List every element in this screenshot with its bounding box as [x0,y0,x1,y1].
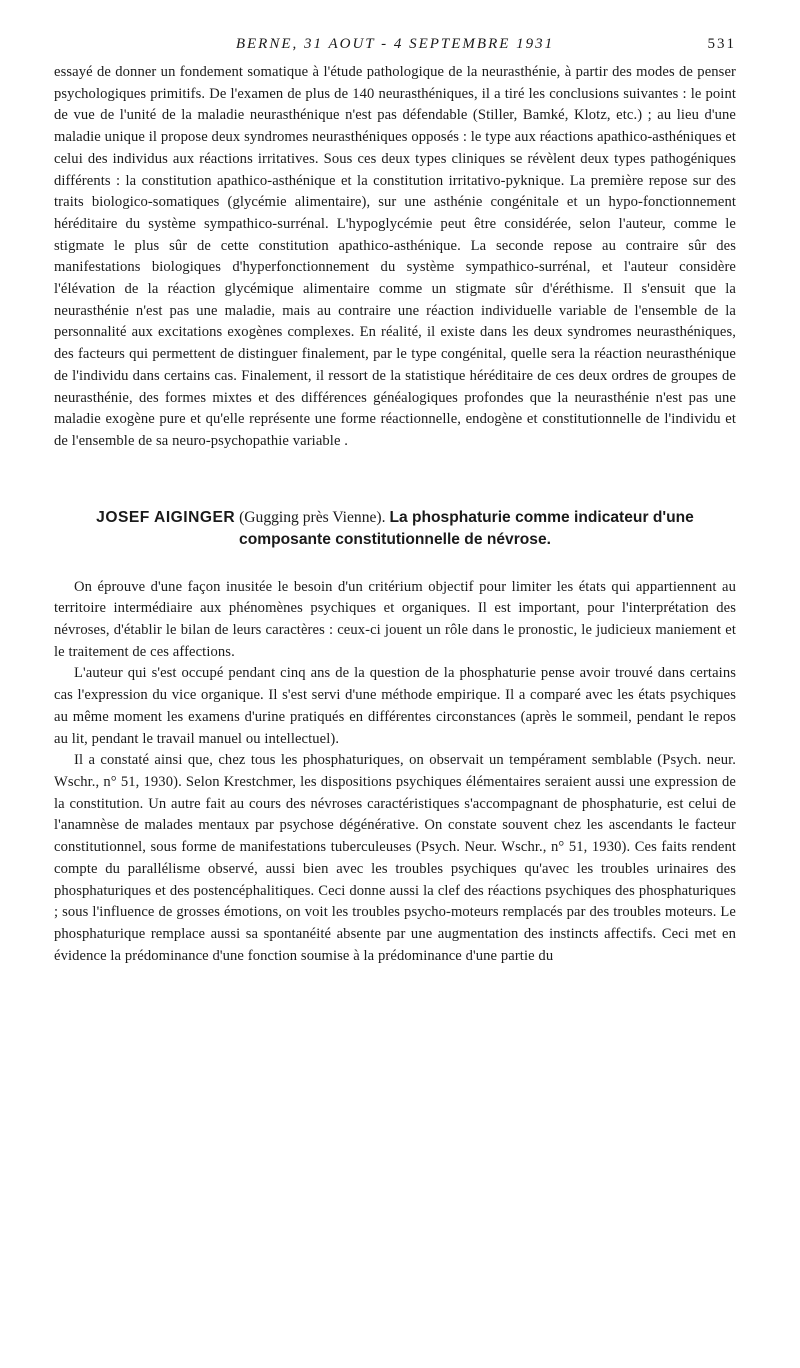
running-head [54,36,736,62]
article-paragraph: Il a constaté ainsi que, chez tous les phosphaturiques, on observait un tempérament semblable (Psych. neur. Wschr., n° 51, 1930). Selon Krestchmer, les dispositions psychiques élémentaires seraient aussi une expression de la constitution. Un autre fait au cours des névroses caractéristiques s'accompagnant de phosphaturie, est celui de l'anamnèse de malades mentaux par psychose dégénérative. On constate souvent chez les ascendants le facteur constitutionnel, sous forme de manifestations tuberculeuses (Psych. Neur. Wschr., n° 51, 1930). Ces faits rendent compte du parallélisme observé, aussi bien avec les troubles psychiques qu'avec les troubles urinaires des phosphaturiques et des postencéphalitiques. Ceci donne aussi la clef des réactions psychiques des phosphaturiques ; sous l'influence de grosses émotions, on voit les troubles psycho-moteurs remplacés par des troubles moteurs. Le phosphaturique remplace aussi sa spontanéité absente par une augmentation des instincts affectifs. Ceci met en évidence la prédominance d'une fonction soumise à la prédominance d'une partie du [54,752,736,964]
first-article-continuation: essayé de donner un fondement somatique à l'étude pathologique de la neurasthénie, à partir des modes de penser psychologiques primitifs. De l'examen de plus de 140 neurasthéniques, il a tiré les conclusions suivantes : le point de vue de l'unité de la maladie neurasthénique n'est pas défendable (Stiller, Bamké, Klotz, etc.) ; au lieu d'une maladie unique il propose deux syndromes neurasthéniques opposés : le type aux réactions apathico-asthéniques et celui des individus aux réactions irritatives. Sous ces deux types cliniques se révèlent deux types pathogéniques différents : la constitution apathico-asthénique et la constitution irritativo-pyknique. La première repose sur des traits biologico-somatiques (glycémie alimentaire), sur une asthénie congénitale et un hypo-fonctionnement héréditaire du système sympathico-surrénal. L'hypoglycémie peut être considérée, selon l'auteur, comme le stigmate le plus sûr de cette constitution apathico-asthénique. La seconde repose au contraire sûr des manifestations biologiques d'hyperfonctionnement du système sympathico-surrénal, et l'auteur considère l'élévation de la réaction glycémique alimentaire comme un stigmate sûr d'éréthisme. Il s'ensuit que la neurasthénie n'est pas une maladie, mais au contraire une réaction individuelle variable de l'ensemble de la personnalité aux excitations exogènes complexes. En réalité, il existe dans les deux syndromes neurasthéniques, des facteurs qui permettent de distinguer finalement, par le type congénital, quelle sera la réaction neurasthénique de l'individu dans certains cas. Finalement, il ressort de la statistique héréditaire de ces deux ordres de groupes de neurasthénie, des formes mixtes et des différences généalogiques profondes que la neurasthénie n'est pas une maladie exogène pure et qu'elle représente une forme réactionnelle, endogène et constitutionnelle de l'individu et de l'ensemble de sa neuro-psychopathie variable . [54,64,736,449]
article-heading [54,507,736,551]
article-paragraph: L'auteur qui s'est occupé pendant cinq ans de la question de la phosphaturie pense avoir trouvé dans certains cas l'expression du vice organique. Il s'est servi d'une méthode empirique. Il a comparé avec les états psychiques au même moment les examens d'urine pratiqués en différentes circonstances (après le sommeil, pendant le repos au lit, pendant le travail manuel ou intellectuel). [54,665,736,747]
page-number: 531 [707,36,736,52]
article-author: JOSEF AIGINGER [96,508,236,526]
article-paragraph: On éprouve d'une façon inusitée le besoin d'un critérium objectif pour limiter les états qui appartiennent au territoire intermédiaire aux phénomènes psychiques et organiques. Il est important, pour l'interprétation des névroses, d'établir le bilan de leurs caractères : ceux-ci jouent un rôle dans le pronostic, le judicieux maniement et le traitement de ces affections. [54,578,736,660]
running-head-title: BERNE, 31 AOUT - 4 SEPTEMBRE 1931 [235,36,555,52]
article-body [54,577,736,968]
section-gap [54,453,736,507]
article-place: (Gugging près Vienne). [239,508,386,526]
article-title: La phosphaturie comme indicateur d'une composante constitutionnelle de névrose. [239,508,694,548]
